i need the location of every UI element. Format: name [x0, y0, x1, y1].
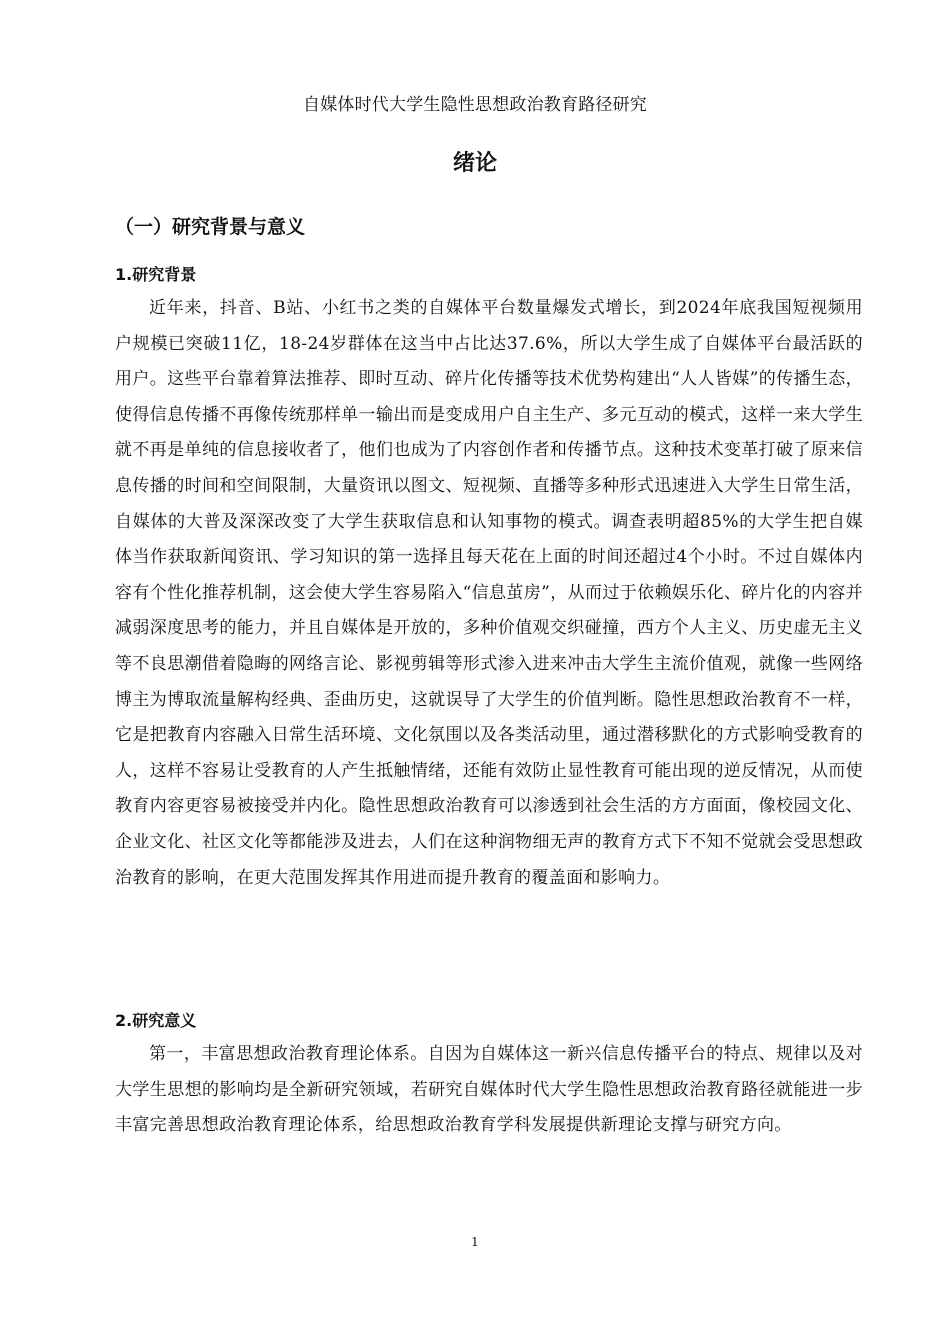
- subsection-heading-significance: 2.研究意义: [115, 1011, 197, 1030]
- background-paragraph: 近年来，抖音、B站、小红书之类的自媒体平台数量爆发式增长，到2024年底我国短视频用户规模已突破11亿，18-24岁群体在这当中占比达37.6%，所以大学生成了自媒体平台最活跃的用户。这些平台靠着算法推荐、即时互动、碎片化传播等技术优势构建出“人人皆媒”的传播生态，使得信息传播不再像传统那样单一输出而是变成用户自主生产、多元互动的模式，这样一来大学生就不再是单纯的信息接收者了，他们也成为了内容创作者和传播节点。这种技术变革打破了原来信息传播的时间和空间限制，大量资讯以图文、短视频、直播等多种形式迅速进入大学生日常生活，自媒体的大普及深深改变了大学生获取信息和认知事物的模式。调查表明超85%的大学生把自媒体当作获取新闻资讯、学习知识的第一选择且每天花在上面的时间还超过4个小时。不过自媒体内容有个性化推荐机制，这会使大学生容易陷入“信息茧房”，从而过于依赖娱乐化、碎片化的内容并减弱深度思考的能力，并且自媒体是开放的，多种价值观交织碰撞，西方个人主义、历史虚无主义等不良思潮借着隐晦的网络言论、影视剪辑等形式渗入进来冲击大学生主流价值观，就像一些网络博主为博取流量解构经典、歪曲历史，这就误导了大学生的价值判断。隐性思想政治教育不一样，它是把教育内容融入日常生活环境、文化氛围以及各类活动里，通过潜移默化的方式影响受教育的人，这样不容易让受教育的人产生抵触情绪，还能有效防止显性教育可能出现的逆反情况，从而使教育内容更容易被接受并内化。隐性思想政治教育可以渗透到社会生活的方方面面，像校园文化、企业文化、社区文化等都能涉及进去，人们在这种润物细无声的教育方式下不知不觉就会受思想政治教育的影响，在更大范围发挥其作用进而提升教育的覆盖面和影响力。: [115, 298, 863, 888]
- section-heading: （一）研究背景与意义: [115, 216, 306, 238]
- chapter-title: 绪论: [452, 151, 497, 176]
- running-header-title: 自媒体时代大学生隐性思想政治教育路径研究: [303, 95, 647, 115]
- significance-paragraph: 第一，丰富思想政治教育理论体系。自因为自媒体这一新兴信息传播平台的特点、规律以及对大学生思想的影响均是全新研究领域，若研究自媒体时代大学生隐性思想政治教育路径就能进一步丰富完善思想政治教育理论体系，给思想政治教育学科发展提供新理论支撑与研究方向。: [115, 1044, 863, 1136]
- page-number: 1: [471, 1235, 479, 1249]
- subsection-heading-background: 1.研究背景: [115, 265, 197, 284]
